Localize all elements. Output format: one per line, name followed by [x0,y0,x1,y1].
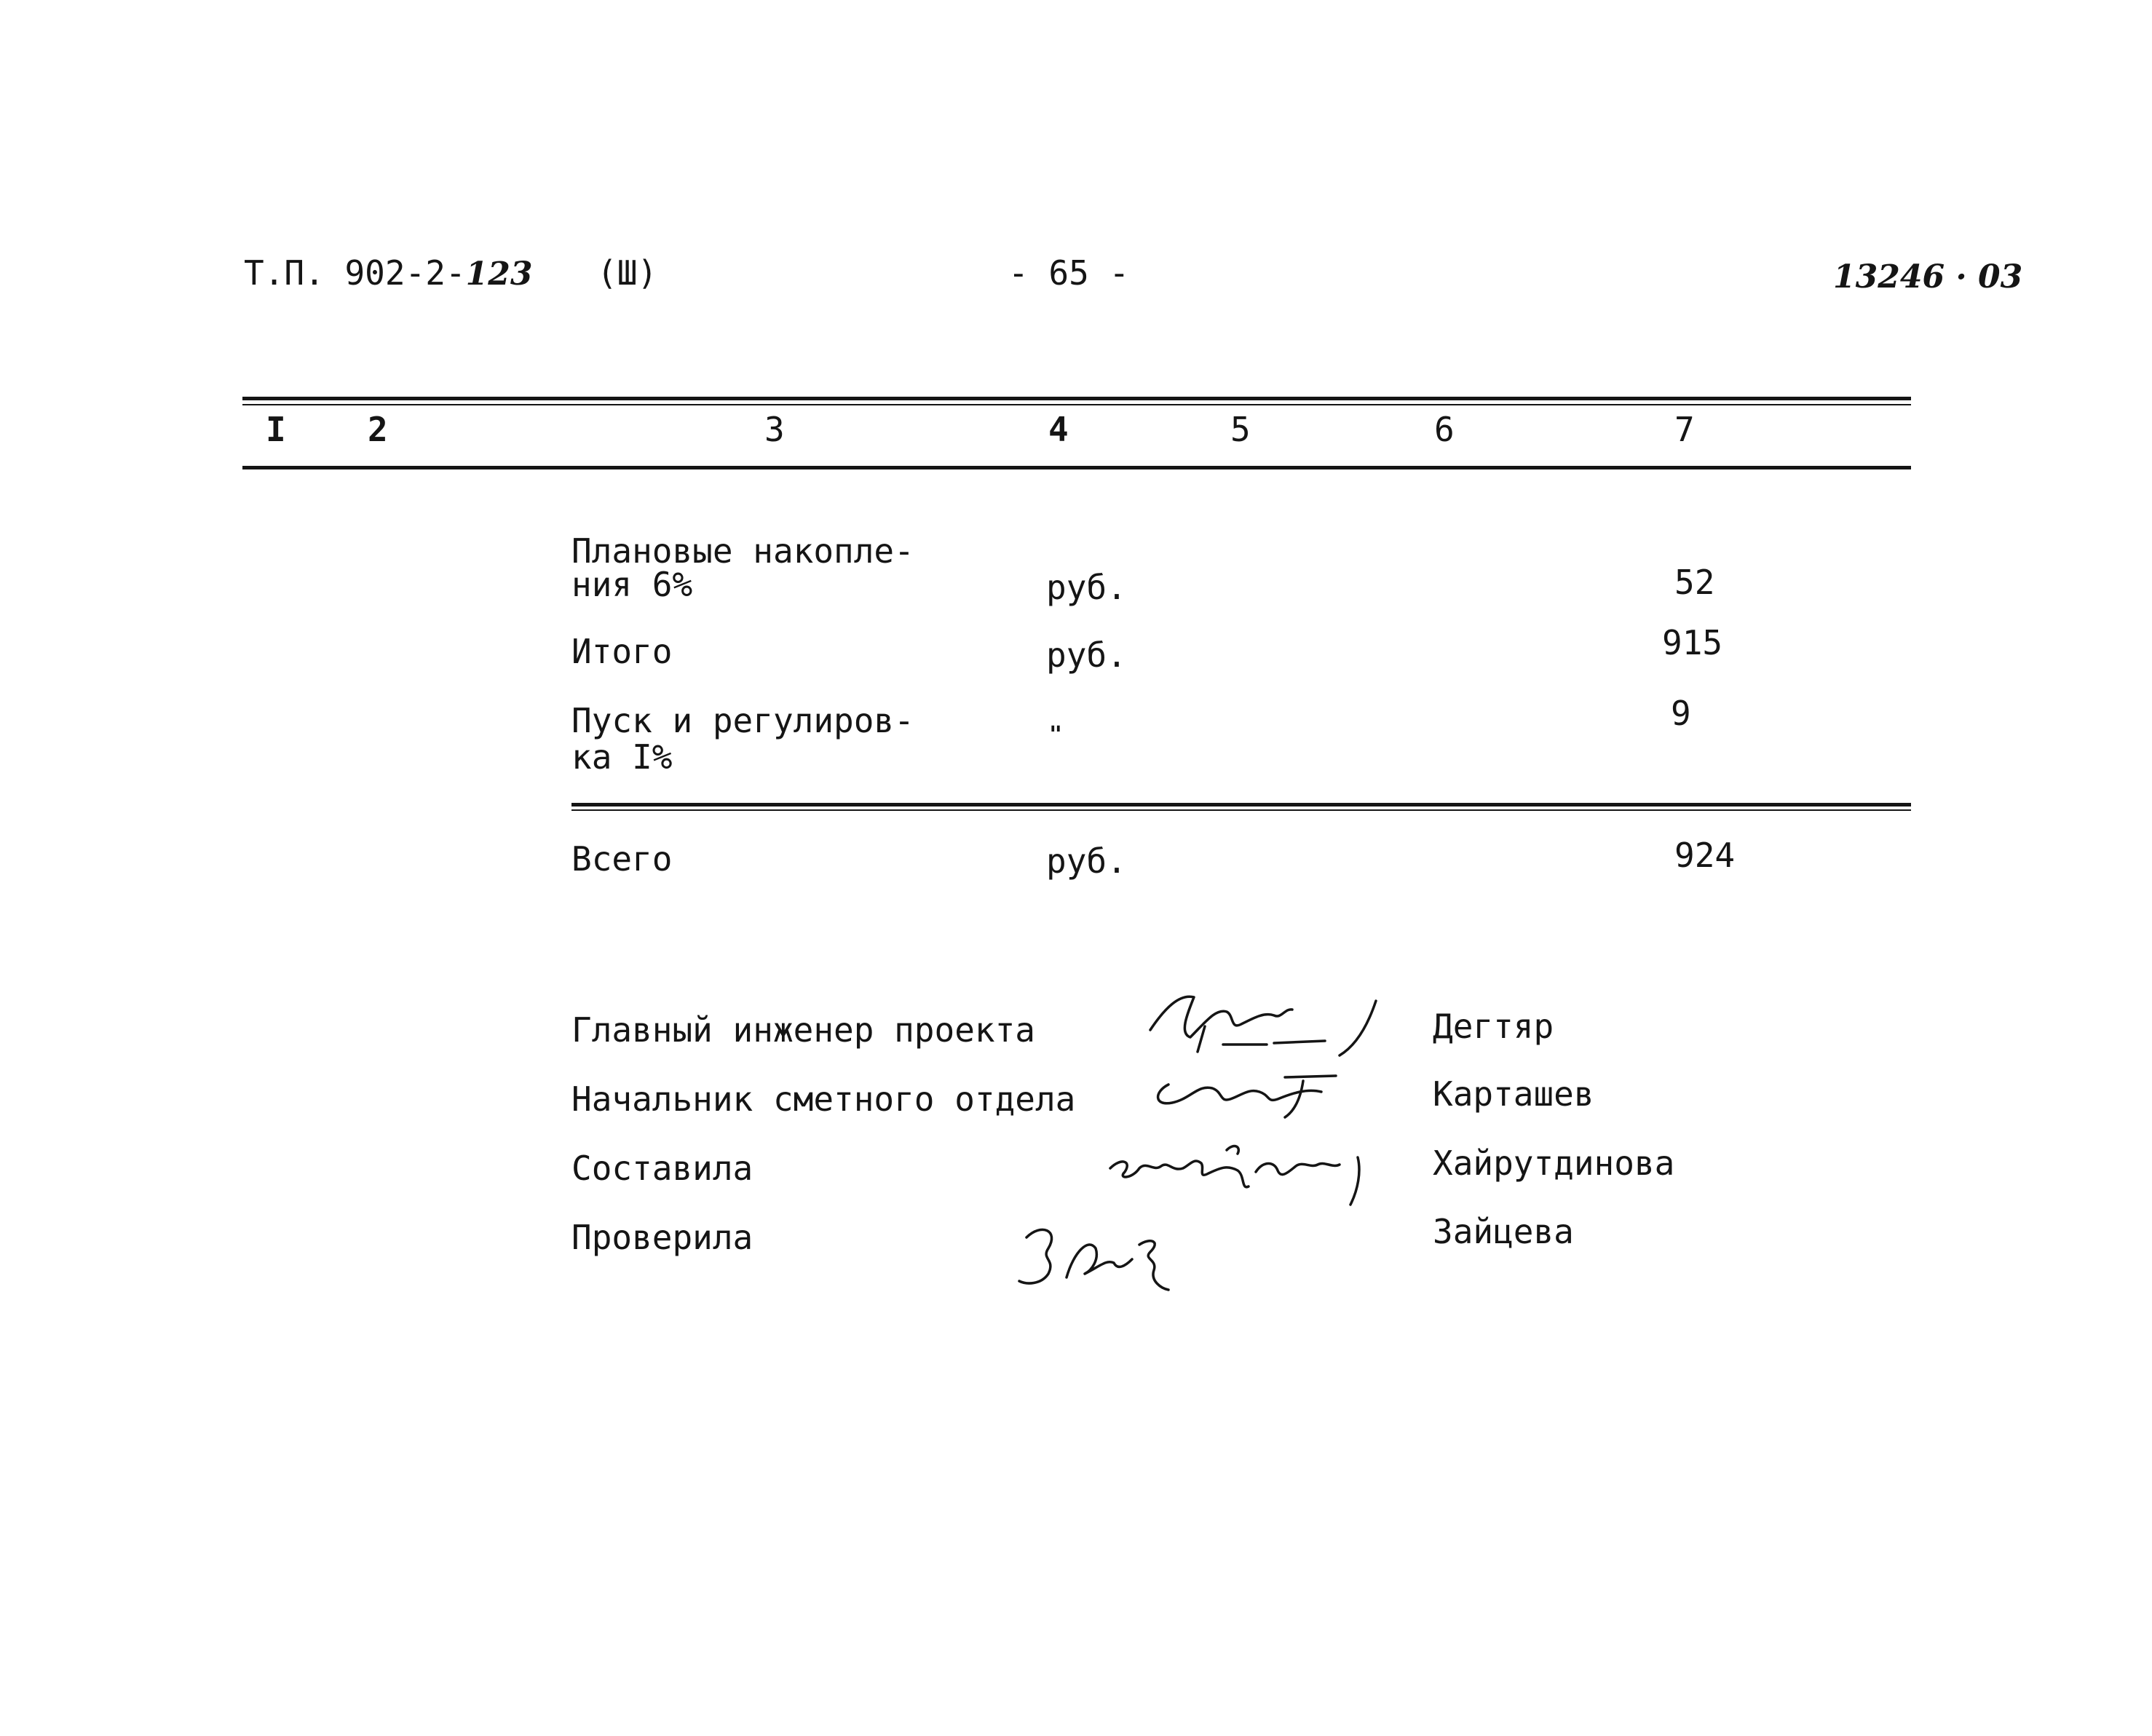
archive-number: 13246 · 03 [1833,258,2023,296]
row-value: 9 [1671,694,1691,733]
total-unit: руб. [1046,841,1127,881]
signature-name: Дегтяр [1433,1007,1554,1046]
table-top-rule-thin [242,404,1911,405]
doc-code [244,255,533,293]
total-label: Всего [571,839,673,879]
table-header-bottom-rule [242,466,1911,469]
column-number-7: 7 [1674,410,1695,449]
row-name-line2: ка I% [571,737,673,777]
row-value: 52 [1674,563,1715,602]
table-top-rule [242,397,1911,400]
total-rule [571,803,1911,806]
row-value: 915 [1662,623,1723,662]
column-number-3: 3 [764,410,785,449]
handwritten-signature-compiler [1103,1128,1380,1208]
signature-role: Составила [571,1149,753,1188]
handwritten-signature-chief-engineer [1136,979,1398,1059]
row-name-line1: Итого [571,632,673,671]
row-unit: руб. [1046,568,1127,607]
signature-name: Карташев [1433,1074,1594,1114]
column-number-1: I [266,410,286,449]
row-unit: руб. [1046,635,1127,675]
handwritten-signature-checker [1008,1208,1183,1299]
column-number-4: 4 [1048,410,1069,449]
total-value: 924 [1674,836,1736,875]
signature-name: Хайрутдинова [1433,1144,1675,1183]
doc-code-handwritten: 123 [465,255,533,293]
row-name-line1: Пуск и регулиров- [571,701,914,740]
doc-code-prefix: Т.П. 902-2- [244,253,466,293]
column-number-6: 6 [1434,410,1455,449]
row-name-line1: Плановые накопле- [571,531,914,571]
total-rule-thin [571,809,1911,811]
signature-role: Главный инженер проекта [571,1010,1035,1050]
series-number: (Ш) [597,253,658,293]
column-number-2: 2 [368,410,388,449]
signature-role: Проверила [571,1218,753,1257]
page-number: - 65 - [1008,253,1130,293]
row-unit-ditto: " [1049,722,1063,748]
handwritten-signature-estimate-head [1139,1055,1358,1121]
row-name-line2: ния 6% [571,565,693,604]
column-number-5: 5 [1230,410,1251,449]
signature-name: Зайцева [1433,1212,1574,1251]
signature-role: Начальник сметного отдела [571,1079,1076,1119]
